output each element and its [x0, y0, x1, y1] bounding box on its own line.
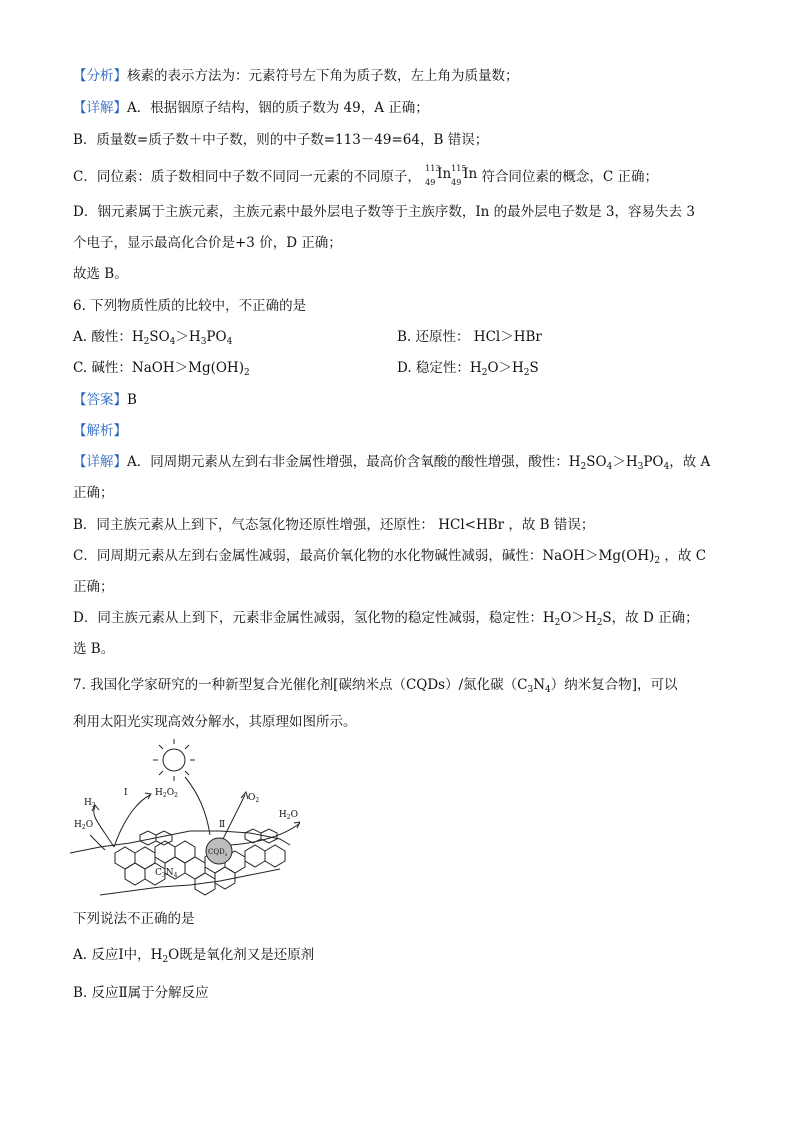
- jiexi-q6: 【解析】: [73, 423, 127, 439]
- h2o-reactant-label: $H_2O$: [74, 820, 94, 831]
- option-c-explanation-q5: C．同位素：质子数相同中子数不同同一元素的不同原子， 113 49 In 115 49 In 符合同位素的概念，C 正确；: [73, 164, 659, 187]
- select-q5: 故选 B。: [73, 266, 128, 282]
- reaction-2-label: Ⅱ: [219, 820, 226, 830]
- photocatalysis-diagram: [70, 735, 300, 907]
- select-q6: 选 B。: [73, 641, 115, 657]
- q7-option-b: B. 反应Ⅱ属于分解反应: [73, 985, 209, 1001]
- option-b-explanation-q5: B．质量数=质子数＋中子数，则的中子数=113－49=64，B 错误；: [73, 132, 489, 148]
- question-7-cont: 利用太阳光实现高效分解水，其原理如图所示。: [73, 714, 357, 730]
- isotope-in-115: 115 49 In: [451, 164, 478, 187]
- cqds-label: $CQD_s$: [208, 848, 228, 858]
- reaction-arrow: [185, 777, 210, 835]
- detail-q6-a-cont: 正确；: [73, 485, 114, 501]
- detail-q6-a: 【详解】A．同周期元素从左到右非金属性增强，最高价含氧酸的酸性增强，酸性：$H_2SO_4>H_3PO_4$，故 A: [73, 454, 711, 472]
- reaction-1-label: I: [124, 788, 128, 798]
- reaction-arrow: [230, 823, 300, 845]
- question-7-prompt: 下列说法不正确的是: [73, 911, 195, 927]
- detail-q6-c-cont: 正确；: [73, 579, 114, 595]
- c3n4-label: $C_3N_4$: [155, 868, 178, 879]
- q6-option-c: C. 碱性：$NaOH>Mg(OH)_2$: [73, 360, 250, 378]
- q7-option-a: A. 反应Ⅰ中，$H_2O$既是氧化剂又是还原剂: [73, 947, 315, 965]
- detail-q6-d: D．同主族元素从上到下，元素非金属性减弱，氢化物的稳定性减弱，稳定性：$H_2O>H_2S$，故 D 正确；: [73, 610, 699, 628]
- question-6: 6. 下列物质性质的比较中，不正确的是: [73, 298, 307, 314]
- option-d-explanation-q5-cont: 个电子，显示最高化合价是+3 价，D 正确；: [73, 235, 342, 251]
- option-d-explanation-q5: D．铟元素属于主族元素，主族元素中最外层电子数等于主族序数，In 的最外层电子数是 3，容易失去 3: [73, 204, 695, 220]
- carbon-nitride-lattice: [70, 829, 290, 895]
- detail-q6-c: C．同周期元素从左到右金属性减弱，最高价氧化物的水化物碱性减弱，碱性：$NaOH>Mg(OH)_2$ ，故 C: [73, 548, 707, 566]
- question-7: 7. 我国化学家研究的一种新型复合光催化剂[碳纳米点（CQDs）/氮化碳$(C_3N_4)$纳米复合物]，可以: [73, 677, 678, 695]
- reaction-arrow: [94, 807, 114, 847]
- h2o2-label: $H_2O_2$: [155, 788, 178, 799]
- h2o-product-label: $H_2O$: [278, 810, 298, 821]
- h2-label: $H_2$: [84, 798, 96, 809]
- analysis-tag: 【分析】: [73, 68, 127, 84]
- sun-icon: [153, 739, 195, 781]
- answer-q6: 【答案】B: [73, 392, 137, 408]
- reaction-arrow: [114, 795, 150, 847]
- q6-option-d: D. 稳定性：$H_2O>H_2S$: [397, 360, 539, 378]
- o2-label: $O_2$: [248, 793, 260, 804]
- detail-q6-b: B．同主族元素从上到下，气态氢化物还原性增强，还原性： HCl<HBr ，故 B 错误；: [73, 517, 595, 533]
- detail-line-q5: 【详解】A．根据铟原子结构，铟的质子数为 49，A 正确；: [73, 100, 429, 116]
- isotope-in-113: 113 49 In: [425, 164, 452, 187]
- analysis-line: 【分析】核素的表示方法为：元素符号左下角为质子数，左上角为质量数；: [73, 68, 519, 84]
- q6-option-a: A. 酸性：$H_2SO_4>H_3PO_4$: [73, 329, 233, 347]
- q6-option-b: B. 还原性： HCl＞HBr: [397, 329, 542, 345]
